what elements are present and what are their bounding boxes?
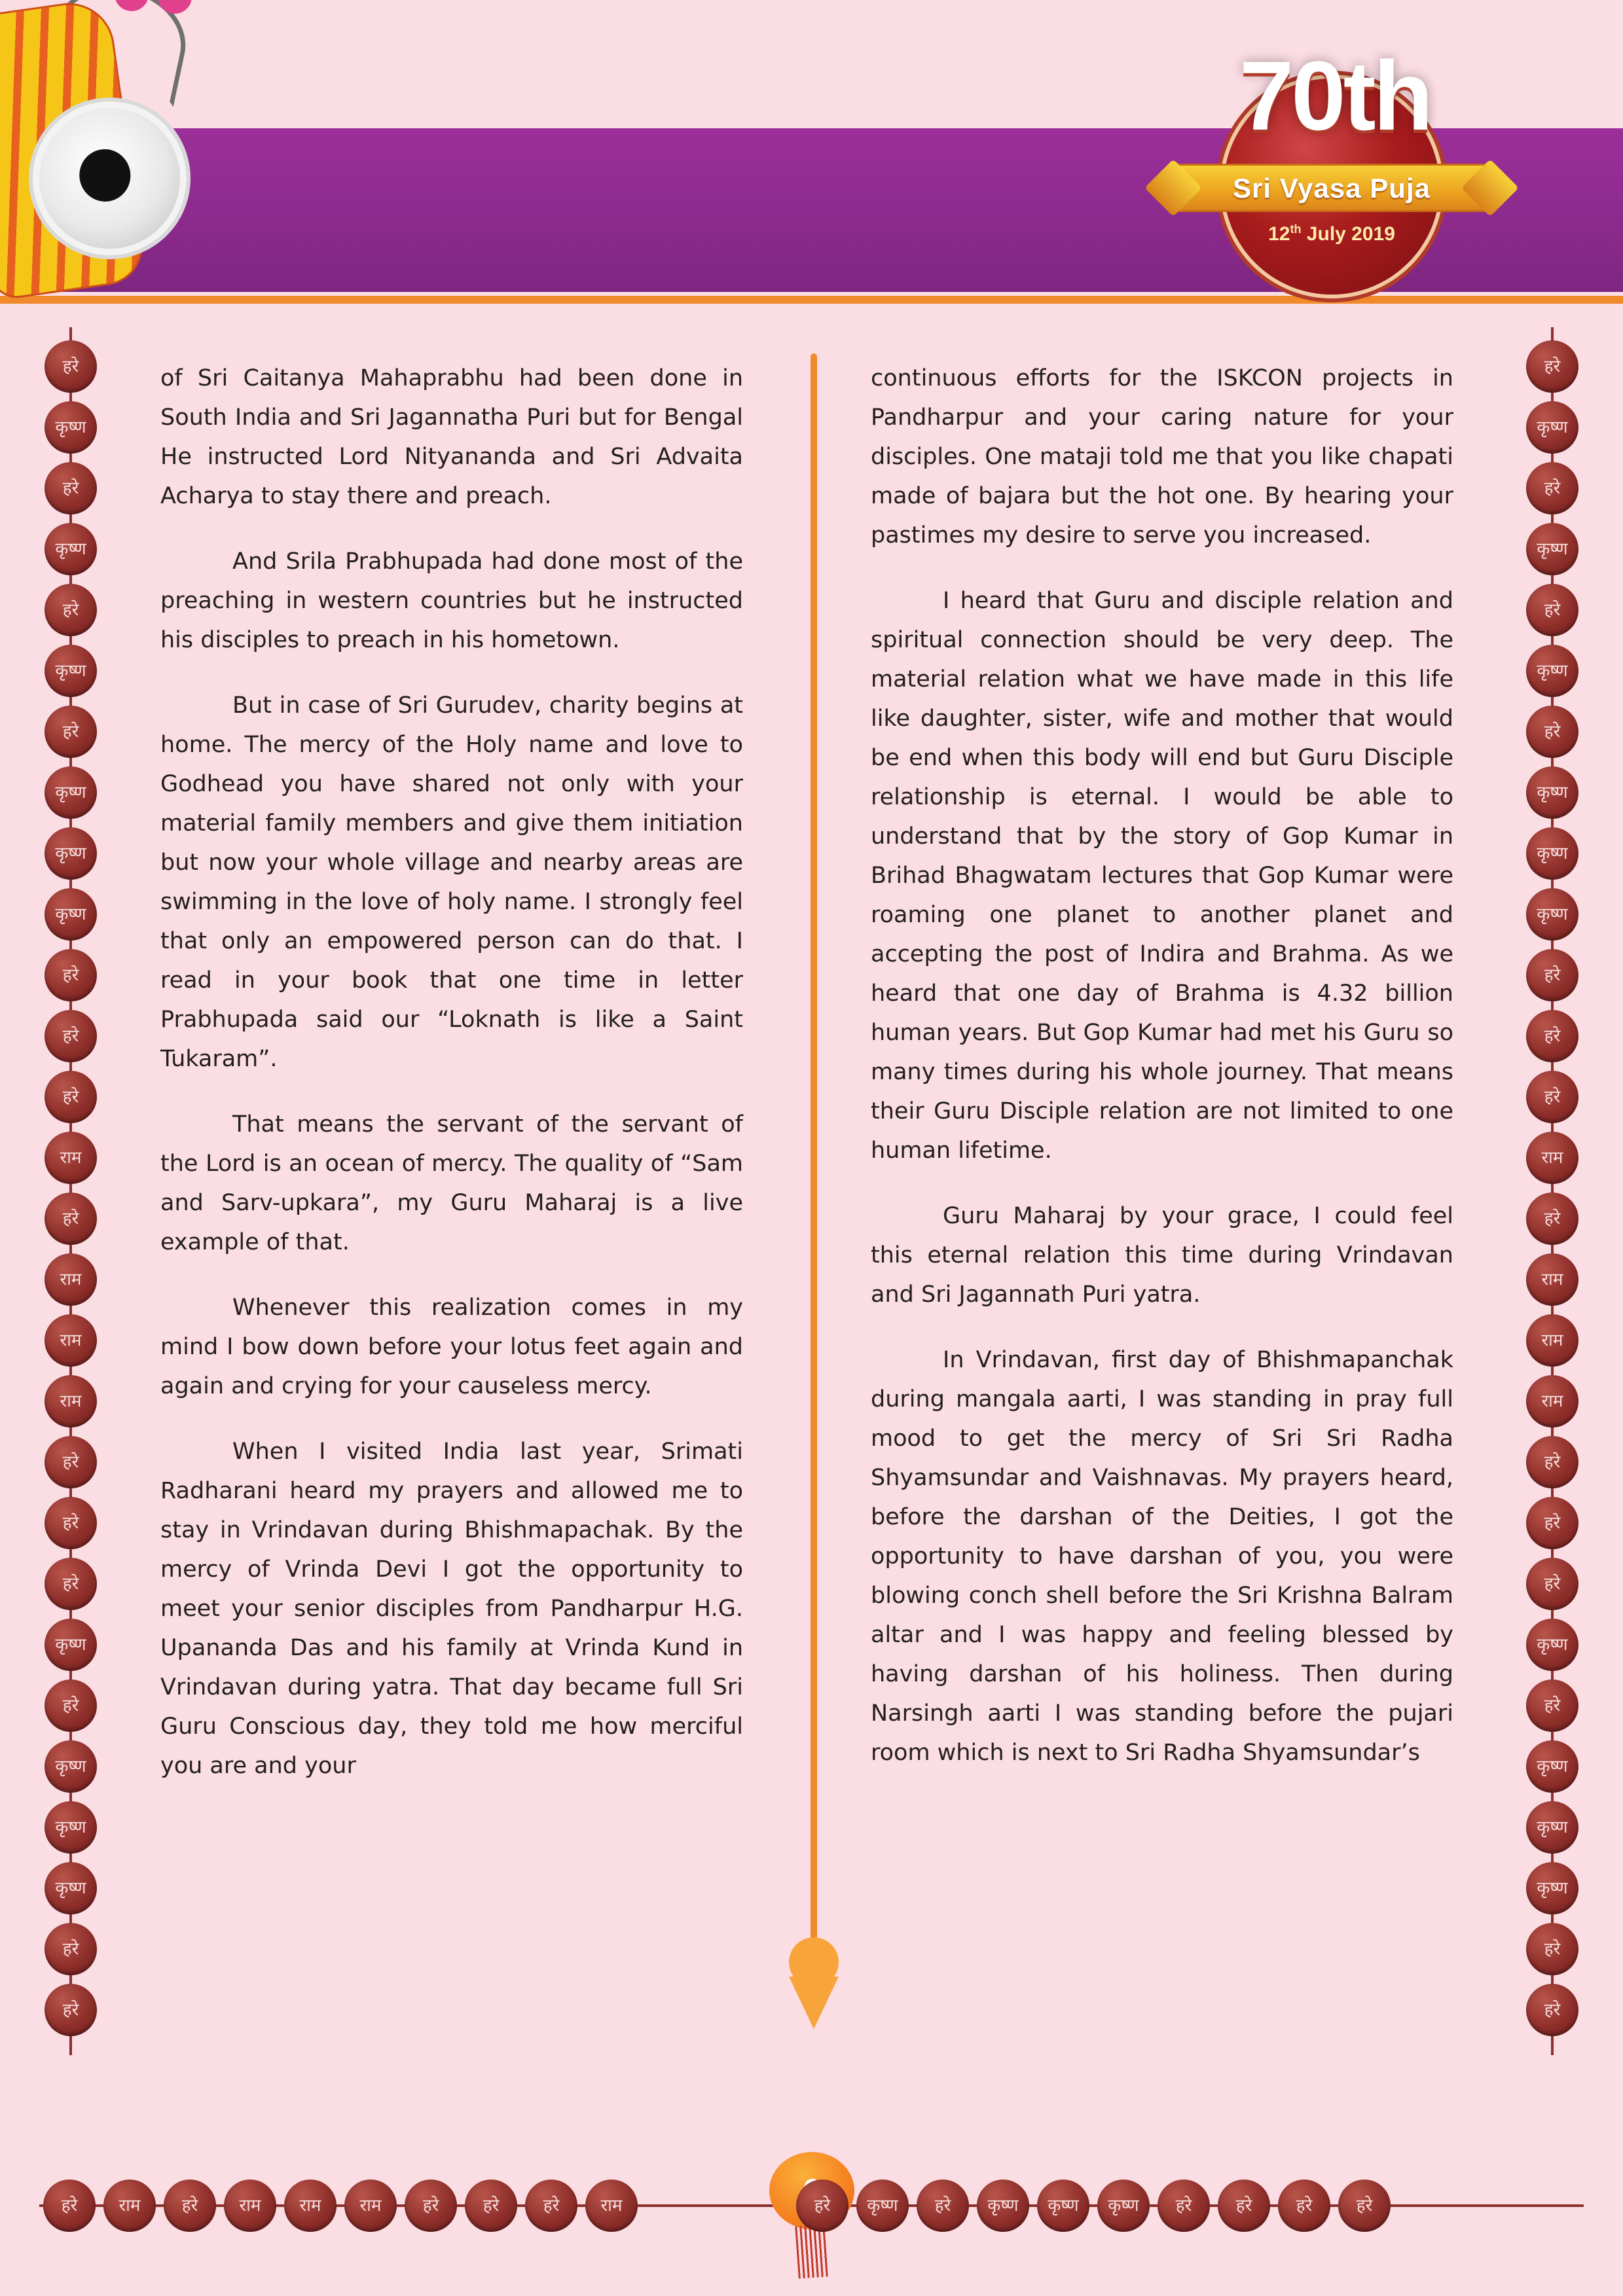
bead: हरे [1526,1679,1578,1732]
bead: हरे [1338,2179,1391,2232]
bead: राम [45,1314,97,1367]
logo-date [1171,223,1492,245]
bead: हरे [45,584,97,636]
bead-border-bottom [39,2178,1584,2233]
bead: हरे [1526,1923,1578,1975]
bead: हरे [1526,1071,1578,1123]
bead: राम [1526,1314,1578,1367]
bead: हरे [1526,1558,1578,1610]
bead: हरे [45,1010,97,1062]
bead: हरे [525,2179,577,2232]
bead: कृष्ण [45,1740,97,1793]
bead: कृष्ण [45,1801,97,1854]
bead: हरे [43,2179,96,2232]
paragraph: And Srila Prabhupada had done most of the preaching in western countries but he instructed his disciples to preach in his hometown. [160,548,743,653]
bead: कृष्ण [977,2179,1029,2232]
bead: राम [585,2179,638,2232]
divider-arrow-tip [789,1977,839,2029]
mridanga-drum-illustration [0,0,190,314]
paragraph: continuous efforts for the ISKCON projects in Pandharpur and your caring nature for your disciples. One mataji told me that you like chapati made of bajara but the hot one. By hearing your pastimes my desire to serve you increased. [871,365,1453,548]
paragraph: That means the servant of the servant of the Lord is an ocean of mercy. The quality of “Sam and Sarv-upkara”, my Guru Maharaj is a live example of that. [160,1111,743,1255]
bead: हरे [1526,1497,1578,1549]
bead: कृष्ण [1526,827,1578,880]
bead: कृष्ण [45,888,97,941]
logo-ribbon [1171,164,1492,212]
bead: हरे [45,706,97,758]
bead: हरे [1278,2179,1330,2232]
bead: हरे [1526,1436,1578,1488]
flower-illustration [115,0,193,36]
paragraph: In Vrindavan, first day of Bhishmapanchak during mangala aarti, I was standing in pray full mood to get the mercy of Sri Sri Radha Shyamsundar and Vaishnavas. My prayers heard, before the darshan of the Deities, I got the opportunity to have darshan of you, you were blowing conch shell before the Sri Krishna Balram altar and I was happy and feeling blessed by having darshan of his holiness. Then during Narsingh aarti I was standing before the pujari room which is next to Sri Radha Shyamsundar’s [871,1347,1453,1766]
bead: हरे [1526,340,1578,393]
bead: राम [1526,1253,1578,1306]
paragraph: Whenever this realization comes in my mind I bow down before your lotus feet again and again and crying for your causeless mercy. [160,1295,743,1399]
logo-title: Sri Vyasa Puja [1233,173,1431,204]
bead: हरे [1526,1984,1578,2036]
bead: राम [284,2179,337,2232]
bead-border-right [1521,340,1584,2045]
bead: कृष्ण [1526,1619,1578,1671]
bead: हरे [1526,462,1578,514]
bead: कृष्ण [856,2179,909,2232]
bead: कृष्ण [45,766,97,819]
bead: हरे [45,1923,97,1975]
bead: हरे [465,2179,517,2232]
bead: हरे [917,2179,969,2232]
bead: कृष्ण [45,1619,97,1671]
bead-border-left [39,340,102,2045]
bead: हरे [1158,2179,1210,2232]
bead: कृष्ण [45,1862,97,1914]
bead: राम [45,1375,97,1427]
vyasa-puja-logo [1145,26,1512,314]
bead: कृष्ण [45,401,97,454]
bead: हरे [1526,949,1578,1001]
bead: कृष्ण [45,645,97,697]
bead: कृष्ण [45,523,97,575]
bead: हरे [1218,2179,1270,2232]
bead: हरे [796,2179,848,2232]
column-divider [811,353,817,1983]
bead: राम [344,2179,397,2232]
bead: हरे [45,340,97,393]
bead: राम [1526,1132,1578,1184]
bead: कृष्ण [1526,645,1578,697]
bead: हरे [45,1984,97,2036]
paragraph: of Sri Caitanya Mahaprabhu had been done in South India and Sri Jagannatha Puri but for Bengal He instructed Lord Nityananda and Sri Advaita Acharya to stay there and preach. [160,365,743,509]
bead: हरे [45,949,97,1001]
bead: कृष्ण [1037,2179,1089,2232]
bead: राम [45,1132,97,1184]
bead: हरे [1526,1193,1578,1245]
tassel-illustration [795,2224,828,2278]
bead: हरे [1526,1010,1578,1062]
bead: कृष्ण [1526,1801,1578,1854]
paragraph: But in case of Sri Gurudev, charity begins at home. The mercy of the Holy name and love to Godhead you have shared not only with your material family members and give them initiation but now your whole village and nearby areas are swimming in the love of holy name. I strongly feel that only an empowered person can do that. I read in your book that one time in letter Prabhupada said our “Loknath is like a Saint Tukaram”. [160,692,743,1072]
bead: हरे [45,1436,97,1488]
bead: हरे [45,462,97,514]
bead: हरे [45,1558,97,1610]
bead: कृष्ण [1526,1740,1578,1793]
bead: कृष्ण [1526,1862,1578,1914]
bead: हरे [1526,584,1578,636]
bead: हरे [45,1193,97,1245]
bead: हरे [45,1679,97,1732]
bead: कृष्ण [1526,766,1578,819]
logo-date-suffix: th [1290,223,1302,236]
bead: कृष्ण [1526,888,1578,941]
logo-date-day: 12 [1268,223,1290,245]
bead: हरे [45,1497,97,1549]
bead: हरे [1526,706,1578,758]
text-column-right [871,359,1453,1799]
bead: कृष्ण [1526,523,1578,575]
paragraph: Guru Maharaj by your grace, I could feel this eternal relation this time during Vrindavan and Sri Jagannath Puri yatra. [871,1203,1453,1308]
bead: कृष्ण [45,827,97,880]
text-column-left [160,359,743,1812]
logo-date-rest: July 2019 [1301,223,1395,245]
bead: कृष्ण [1097,2179,1150,2232]
bead: राम [45,1253,97,1306]
bead: राम [103,2179,156,2232]
bead: हरे [405,2179,457,2232]
bead: हरे [164,2179,216,2232]
bead: राम [224,2179,276,2232]
bead: कृष्ण [1526,401,1578,454]
bead: राम [1526,1375,1578,1427]
paragraph: I heard that Guru and disciple relation and spiritual connection should be very deep. The material relation what we have made in this life like daughter, sister, wife and mother that would be end when this body will end but Guru Disciple relationship is eternal. I would be able to understand that by the story of Gop Kumar in Brihad Bhagwatam lectures that Gop Kumar were roaming one planet to another planet and accepting the post of Indira and Brahma. As we heard that one day of Brahma is 4.32 billion human years. But Gop Kumar had met his Guru so many times during his whole journey. That means their Guru Disciple relation are not limited to one human lifetime. [871,588,1453,1164]
logo-number: 70th [1239,41,1431,151]
paragraph: When I visited India last year, Srimati Radharani heard my prayers and allowed me to stay in Vrindavan during Bhishmapachak. By the mercy of Vrinda Devi I got the opportunity to meet your senior disciples from Pandharpur H.G. Upananda Das and his family at Vrinda Kund in Vrindavan during yatra. That day became full Sri Guru Conscious day, they told me how merciful you are and your [160,1439,743,1779]
bead: हरे [45,1071,97,1123]
